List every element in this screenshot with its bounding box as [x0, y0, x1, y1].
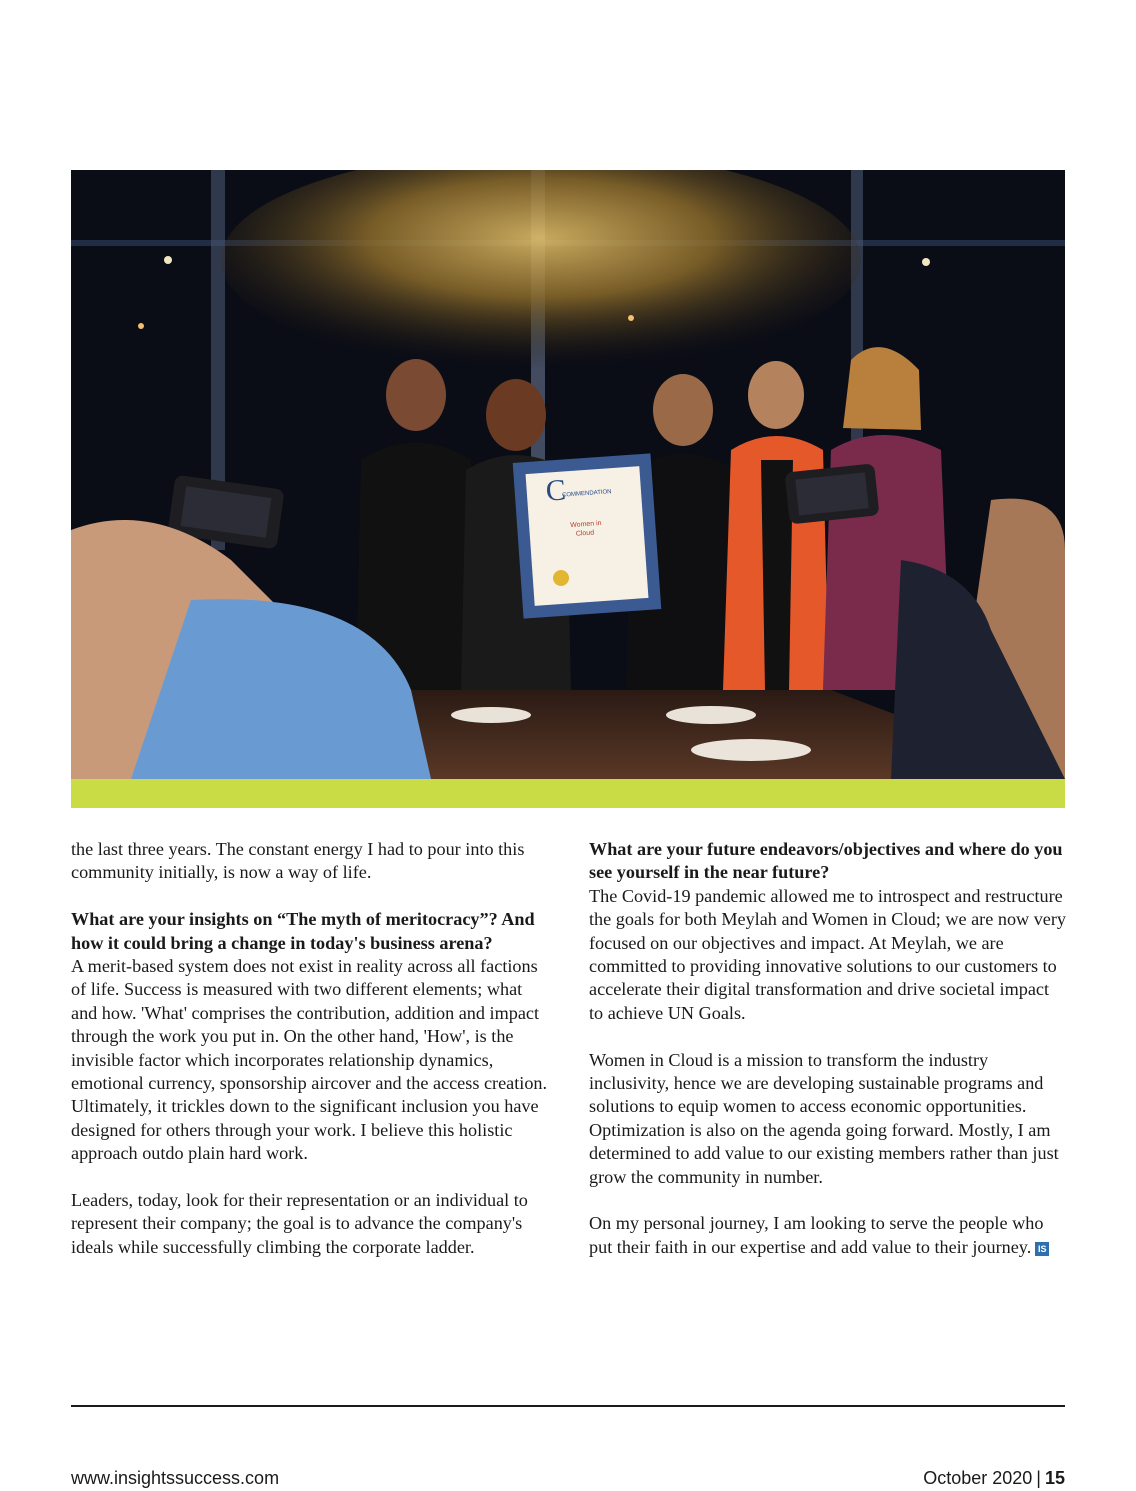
paragraph: The Covid-19 pandemic allowed me to introspect and restructure the goals for both Meylah and Women in Cloud; we are now very focused on our objectives and impact. At Meylah, we are committed to providing innovative solutions to our customers to accelerate their digital transformation and drive societal impact to achieve UN Goals. — [589, 885, 1067, 1023]
paragraph: Women in Cloud is a mission to transform the industry inclusivity, hence we are developing sustainable programs and solutions to equip women to access economic opportunities. Optimization is also on the agenda going forward. Mostly, I am determined to add value to our existing members rather than just grow the community in number. — [589, 1049, 1059, 1187]
separator: | — [1036, 1468, 1041, 1488]
paragraph-final — [589, 1212, 1067, 1259]
interview-question: What are your future endeavors/objectives and where do you see yourself in the near future? — [589, 839, 1063, 883]
paragraph-text: On my personal journey, I am looking to serve the people who put their faith in our expertise and add value to their journey. — [589, 1213, 1044, 1257]
paragraph: Leaders, today, look for their representation or an individual to represent their company; the goal is to advance the company's ideals while successfully climbing the corporate ladder. — [71, 1190, 528, 1257]
commendation-certificate — [513, 453, 662, 618]
issue-date: October 2020 — [923, 1468, 1033, 1488]
footer-issue-info — [923, 1468, 1065, 1489]
feature-photo — [71, 170, 1065, 779]
accent-bar — [71, 779, 1065, 808]
paragraph: the last three years. The constant energy I had to pour into this community initially, is now a way of life. — [71, 839, 525, 883]
article-right-column — [589, 838, 1067, 1283]
certificate-recipient-line1: Women in — [569, 519, 602, 530]
paragraph: A merit-based system does not exist in reality across all factions of life. Success is measured with two different elements; what and how. 'What' comprises the contribution, addition and impact through the work you put in. On the other hand, 'How', is the invisible factor which incorporates relationship dynamics, emotional currency, sponsorship aircover and the access creation. Ultimately, it trickles down to the significant inclusion you have designed for others through your work. I believe this holistic approach outdo plain hard work. — [71, 956, 548, 1164]
certificate-heading: COMMENDATION — [561, 489, 612, 499]
photo-illustration — [71, 170, 1065, 779]
page-number: 15 — [1044, 1468, 1065, 1488]
footer-url[interactable]: www.insightssuccess.com — [71, 1468, 280, 1488]
svg-text:C: C — [544, 473, 567, 508]
interview-question: What are your insights on “The myth of meritocracy”? And how it could bring a change in today's business arena? — [71, 909, 535, 953]
certificate-recipient-line2: Cloud — [575, 529, 595, 538]
end-mark-icon: IS — [1035, 1242, 1049, 1256]
article-left-column — [71, 838, 549, 1283]
footer-rule — [71, 1405, 1065, 1407]
